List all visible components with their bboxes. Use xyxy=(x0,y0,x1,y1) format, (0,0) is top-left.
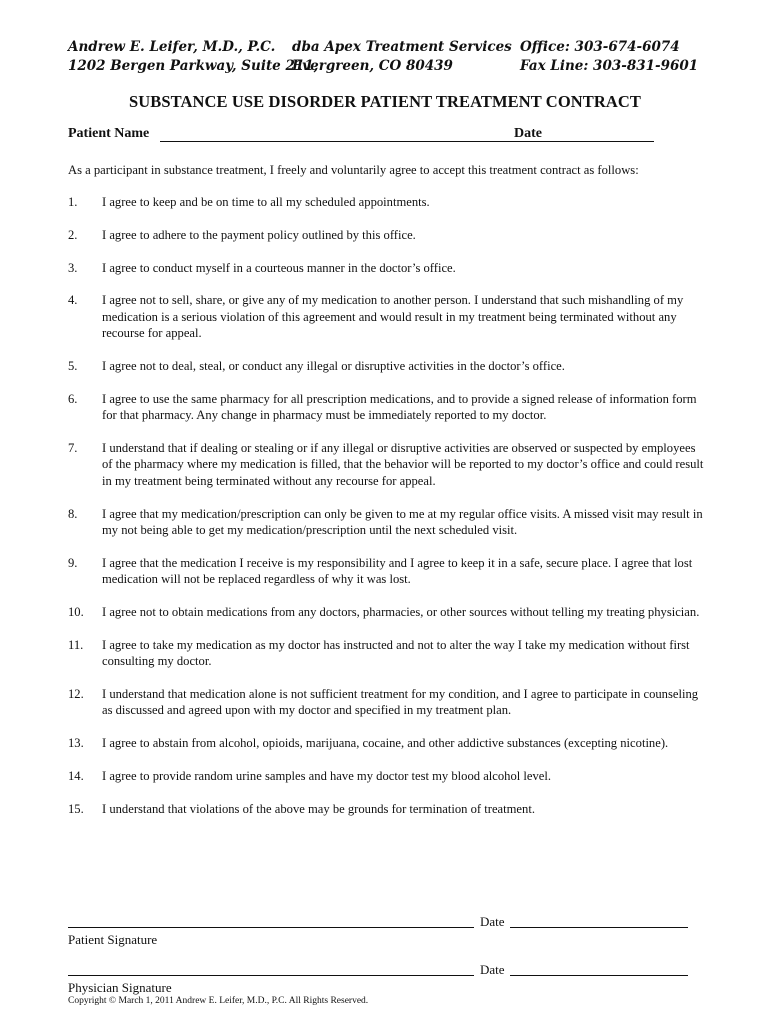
clause-list xyxy=(68,194,708,834)
physician-signature-block xyxy=(68,960,708,1000)
clause-number: 2. xyxy=(68,227,78,242)
patient-signature-date-field[interactable] xyxy=(510,927,688,928)
patient-name-field[interactable] xyxy=(160,141,574,142)
clause-number: 8. xyxy=(68,506,78,521)
dba-name: dba Apex Treatment Services xyxy=(292,39,512,55)
practice-address: 1202 Bergen Parkway, Suite 211, xyxy=(68,58,319,74)
clause-number: 3. xyxy=(68,260,78,275)
clause-text: I agree to provide random urine samples and have my doctor test my blood alcohol level. xyxy=(102,769,552,784)
patient-name-label: Patient Name xyxy=(68,126,150,141)
physician-signature-date-label: Date xyxy=(480,962,505,977)
practice-name: Andrew E. Leifer, M.D., P.C. xyxy=(68,39,276,55)
clause-number: 5. xyxy=(68,359,78,373)
clause-text: I understand that violations of the above may be grounds for termination of treatment. xyxy=(102,801,535,816)
clause-text: I agree to take my medication as my doctor has instructed and not to alter the way I take my medication without first consulting my doctor. xyxy=(102,637,690,669)
clause-number: 1. xyxy=(68,195,78,209)
physician-signature-date-field[interactable] xyxy=(510,975,688,976)
clause-text: I agree that my medication/prescription can only be given to me at my regular office visits. A missed visit may result in my not being able to get my medication/prescription until the next scheduled visit. xyxy=(102,506,703,538)
clause-text: I agree to abstain from alcohol, opioids, marijuana, cocaine, and other addictive substances (excepting nicotine). xyxy=(102,736,669,751)
clause-number: 10. xyxy=(68,605,84,620)
clause-text: I agree to conduct myself in a courteous manner in the doctor’s office. xyxy=(102,260,456,275)
intro-text: As a participant in substance treatment, I freely and voluntarily agree to accept this treatment contract as follows: xyxy=(68,163,639,177)
clause-item xyxy=(68,358,708,374)
clause-number: 11. xyxy=(68,637,84,652)
letterhead-dba xyxy=(292,38,512,76)
date-field[interactable] xyxy=(550,141,654,142)
clause-number: 14. xyxy=(68,769,84,784)
clause-item xyxy=(68,506,708,539)
clause-text: I agree not to sell, share, or give any of my medication to another person. I understand that such mishandling of my medication is a serious violation of this agreement and would result in my treatment being terminated without any recourse for appeal. xyxy=(102,293,684,341)
patient-signature-block xyxy=(68,912,708,952)
clause-text: I agree to use the same pharmacy for all prescription medications, and to provide a signed release of information form for that pharmacy. Any change in pharmacy must be immediately reported to my doctor. xyxy=(102,391,697,423)
clause-item xyxy=(68,194,708,210)
physician-signature-label: Physician Signature xyxy=(68,980,172,995)
document-title: SUBSTANCE USE DISORDER PATIENT TREATMENT CONTRACT xyxy=(128,92,642,111)
clause-item xyxy=(68,801,708,817)
clause-item xyxy=(68,440,708,489)
clause-item xyxy=(68,604,708,620)
clause-item xyxy=(68,768,708,784)
clause-item xyxy=(68,735,708,751)
clause-number: 13. xyxy=(68,736,84,751)
clause-number: 15. xyxy=(68,801,84,816)
patient-info-row xyxy=(68,126,708,146)
clause-text: I agree not to deal, steal, or conduct any illegal or disruptive activities in the doctor’s office. xyxy=(102,359,565,373)
clause-text: I agree to adhere to the payment policy outlined by this office. xyxy=(102,227,416,242)
clause-text: I agree that the medication I receive is my responsibility and I agree to keep it in a safe, secure place. I agree that lost medication will not be replaced regardless of why it was lost. xyxy=(102,555,693,587)
clause-number: 9. xyxy=(68,555,78,570)
patient-signature-field[interactable] xyxy=(68,927,474,928)
office-phone: Office: 303-674-6074 xyxy=(520,39,680,55)
clause-number: 4. xyxy=(68,293,78,308)
clause-number: 7. xyxy=(68,441,78,455)
clause-item xyxy=(68,260,708,276)
letterhead-contact xyxy=(520,38,698,76)
copyright-notice: Copyright © March 1, 2011 Andrew E. Leifer, M.D., P.C. All Rights Reserved. xyxy=(68,996,369,1006)
date-label: Date xyxy=(514,126,542,141)
clause-text: I agree not to obtain medications from any doctors, pharmacies, or other sources without telling my treating physician. xyxy=(102,605,700,620)
clause-item xyxy=(68,292,708,341)
fax-line: Fax Line: 303-831-9601 xyxy=(520,58,699,74)
letterhead xyxy=(68,38,708,78)
clause-text: I understand that medication alone is not sufficient treatment for my condition, and I agree to participate in counseling as discussed and agreed upon with my doctor and specified in my treatment plan. xyxy=(102,687,699,718)
clause-item xyxy=(68,227,708,243)
clause-text: I understand that if dealing or stealing or if any illegal or disruptive activities are observed or suspected by employees of the pharmacy where my medication is filled, that the behavior will be reported to my doctor’s office and could result in my treatment being terminated without any recourse for appeal. xyxy=(102,441,704,488)
clause-item xyxy=(68,686,708,719)
clause-number: 6. xyxy=(68,391,78,406)
clause-text: I agree to keep and be on time to all my scheduled appointments. xyxy=(102,195,430,209)
practice-city: Evergreen, CO 80439 xyxy=(292,58,453,74)
clause-item xyxy=(68,555,708,588)
letterhead-practice xyxy=(68,38,318,76)
clause-item xyxy=(68,637,708,670)
physician-signature-field[interactable] xyxy=(68,975,474,976)
clause-item xyxy=(68,391,708,424)
clause-number: 12. xyxy=(68,687,84,702)
patient-signature-label: Patient Signature xyxy=(68,932,158,947)
patient-signature-date-label: Date xyxy=(480,914,505,929)
